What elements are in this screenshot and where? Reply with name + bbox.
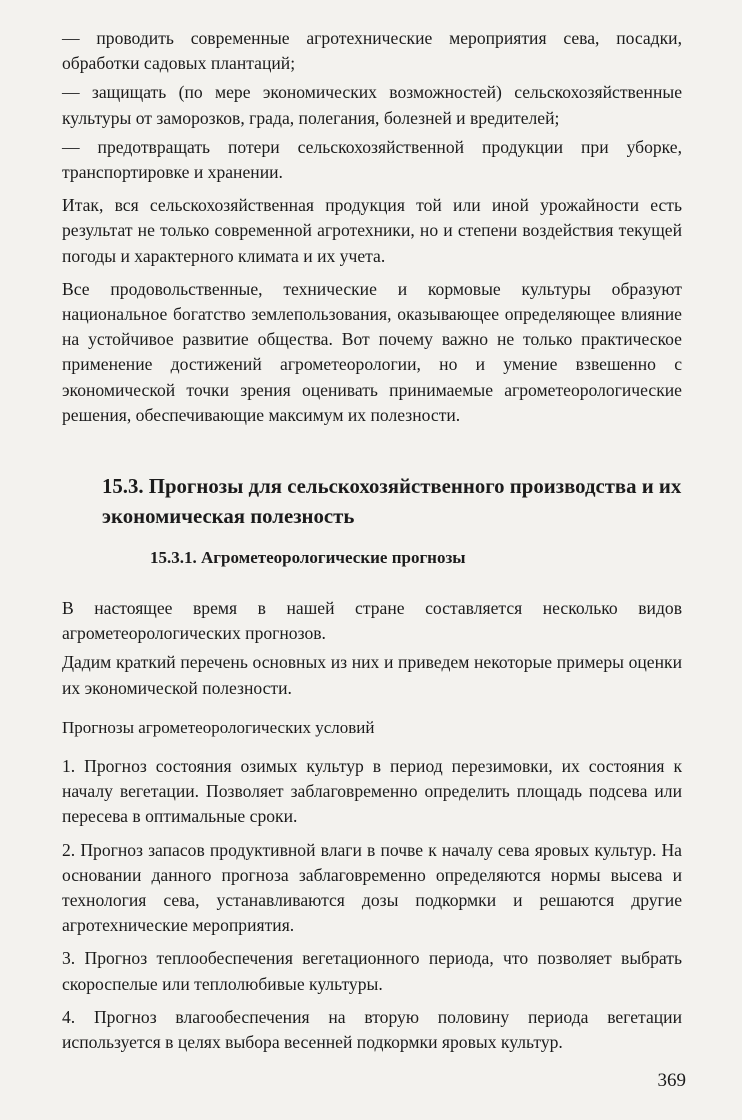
paragraph-summary: Итак, вся сельскохозяйственная продукция той или иной урожайности есть результат не только современной агротехники, но и степени воздействия текущей погоды и характерного климата и их учета. — [62, 195, 682, 266]
page-number: 369 — [657, 1070, 686, 1091]
paragraph-forecast-types: В настоящее время в нашей стране составляется несколько видов агрометеорологических прогнозов. — [62, 598, 682, 644]
subsection-title: 15.3.1. Агрометеорологические прогнозы — [150, 548, 466, 568]
list-item-3: 3. Прогноз теплообеспечения вегетационного периода, что позволяет выбрать скороспелые или теплолюбивые культуры. — [62, 948, 682, 994]
forecasts-label: Прогнозы агрометеорологических условий — [62, 717, 375, 737]
list-item-1: 1. Прогноз состояния озимых культур в период перезимовки, их состояния к началу вегетации. Позволяет заблаговременно определить площадь подсева или пересева в оптимальные сроки. — [62, 756, 682, 827]
list-item-2: 2. Прогноз запасов продуктивной влаги в почве к началу сева яровых культур. На основании данного прогноза заблаговременно определяются нормы высева и технология сева, устанавливаются дозы подкормки и решаются другие агротехнические мероприятия. — [62, 839, 682, 936]
paragraph-national-wealth: Все продовольственные, технические и кормовые культуры образуют национальное богатство землепользования, оказывающее определяющее влияние на устойчивое развитие общества. Вот почему важно не только практическое применение достижений агрометеорологии, но и умение взвешенно с экономической точки зрения оценивать принимаемые агрометеорологические решения, обеспечивающие максимум их полезности. — [62, 278, 682, 425]
paragraph-bullet-1: — проводить современные агротехнические мероприятия сева, посадки, обработки садовых плантаций; — [62, 28, 682, 74]
paragraph-bullet-3: — предотвращать потери сельскохозяйственной продукции при уборке, транспортировке и хранении. — [62, 136, 682, 183]
paragraph-brief-list: Дадим краткий перечень основных из них и приведем некоторые примеры оценки их экономической полезности. — [62, 652, 682, 698]
paragraph-bullet-2: — защищать (по мере экономических возможностей) сельскохозяйственные культуры от заморозков, града, полегания, болезней и вредителей; — [62, 82, 682, 128]
section-title: 15.3. Прогнозы для сельскохозяйственного производства и их экономическая полезность — [102, 475, 682, 529]
list-item-4: 4. Прогноз влагообеспечения на вторую половину периода вегетации используется в целях выбора весенней подкормки яровых культур. — [62, 1006, 682, 1053]
